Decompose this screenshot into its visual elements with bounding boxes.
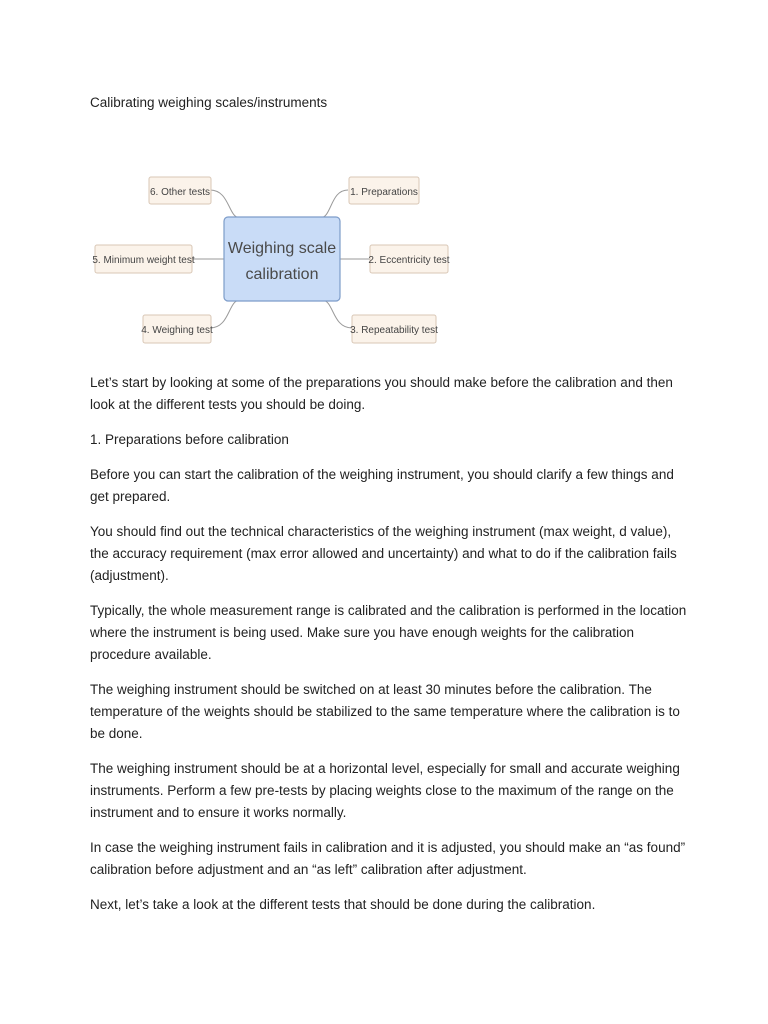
node-preparations-label: 1. Preparations <box>350 187 418 198</box>
document-body <box>90 372 690 929</box>
node-weighing-label: 4. Weighing test <box>141 325 213 336</box>
node-eccentricity-test <box>368 245 449 273</box>
calibration-mind-map <box>90 160 452 355</box>
center-node <box>224 217 340 301</box>
node-eccentricity-label: 2. Eccentricity test <box>368 255 450 266</box>
paragraph: Next, let’s take a look at the different tests that should be done during the calibration. <box>90 897 596 912</box>
node-other-tests-label: 6. Other tests <box>149 187 211 198</box>
center-node-box <box>224 217 340 301</box>
connector-weighing <box>210 300 240 328</box>
mind-map-svg <box>90 160 452 355</box>
node-other-tests <box>149 177 211 204</box>
paragraph: Typically, the whole measurement range is calibrated and the calibration is performed in the location where the instrument is being used. Make sure you have enough weights for the calibration procedure available. <box>90 603 687 662</box>
node-weighing-test <box>141 315 213 343</box>
node-minimum-weight-test <box>92 245 194 273</box>
paragraph-intro: Let’s start by looking at some of the preparations you should make before the calibration and then look at the different tests you should be doing. <box>90 375 673 412</box>
node-repeatability-test <box>350 315 438 343</box>
paragraph: The weighing instrument should be at a horizontal level, especially for small and accurate weighing instruments. Perform a few pre-tests by placing weights close to the maximum of the range on the instrument and to ensure it works normally. <box>90 761 680 820</box>
center-node-line2: calibration <box>245 266 319 283</box>
document-title: Calibrating weighing scales/instruments <box>90 95 328 110</box>
paragraph: In case the weighing instrument fails in calibration and it is adjusted, you should make an “as found” calibration before adjustment and an “as left” calibration after adjustment. <box>90 840 686 877</box>
connector-preparations <box>320 190 348 218</box>
paragraph: Before you can start the calibration of the weighing instrument, you should clarify a few things and get prepared. <box>90 467 674 504</box>
node-minimum-weight-label: 5. Minimum weight test <box>92 255 195 266</box>
connector-other-tests <box>210 190 240 218</box>
paragraph: The weighing instrument should be switched on at least 30 minutes before the calibration. The temperature of the weights should be stabilized to the same temperature where the calibration is to be done. <box>90 682 680 741</box>
paragraph: You should find out the technical characteristics of the weighing instrument (max weight, d value), the accuracy requirement (max error allowed and uncertainty) and what to do if the calibration fails (adjustment). <box>90 524 677 583</box>
center-node-line1: Weighing scale <box>227 240 337 257</box>
node-repeatability-label: 3. Repeatability test <box>350 325 438 336</box>
node-preparations <box>349 177 419 204</box>
section-heading-preparations: 1. Preparations before calibration <box>90 432 289 447</box>
connector-repeatability <box>322 300 352 328</box>
